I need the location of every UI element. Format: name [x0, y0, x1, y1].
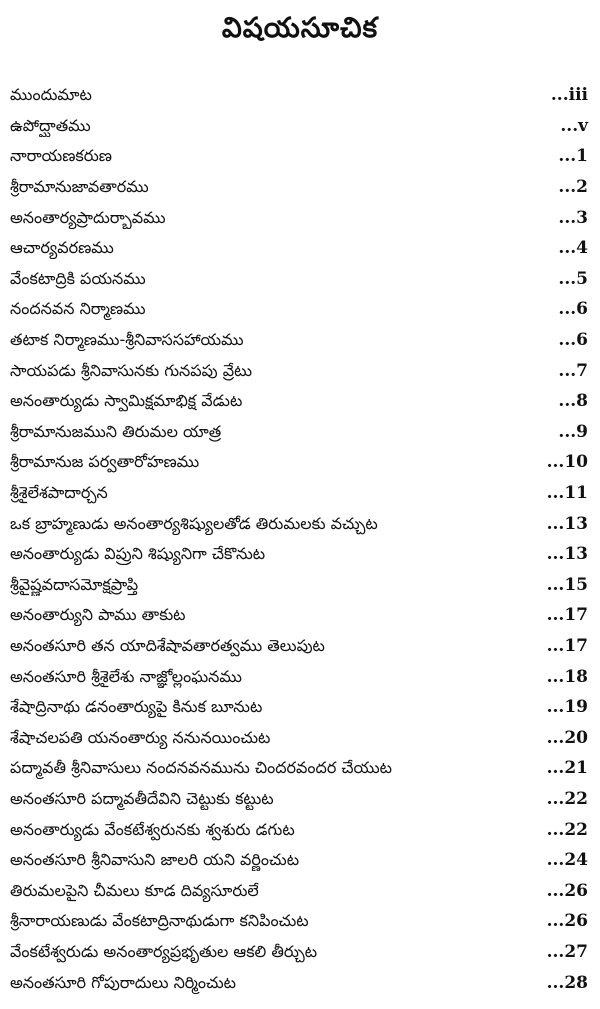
page-title: విషయసూచిక [221, 11, 379, 44]
toc-entry-title: అనంతార్యుని పాము తాకుట [10, 605, 186, 625]
toc-entry [0, 172, 600, 203]
toc-entry-page-number: ...9 [558, 421, 588, 442]
toc-entry [0, 447, 600, 478]
toc-entry [0, 875, 600, 906]
toc-entry [0, 814, 600, 845]
toc-entry-title: ఉపోద్ఘాతము [10, 115, 91, 135]
toc-entry-title: శ్రీరామానుజావతారము [10, 177, 149, 197]
toc-entry-page-number: ...17 [546, 635, 588, 656]
toc-entry [0, 386, 600, 417]
toc-entry-page-number: ...7 [558, 360, 588, 381]
toc-entry-page-number: ...11 [546, 483, 588, 504]
toc-entry-page-number: ...20 [546, 727, 588, 748]
toc-entry-page-number: ...6 [558, 330, 588, 351]
toc-entry [0, 111, 600, 142]
toc-entry-title: అనంతసూరి శ్రీనివాసుని జాలరి యని వర్ణించుట [10, 850, 300, 870]
toc-entry-title: నందనవన నిర్మాణము [10, 299, 146, 319]
toc-entry [0, 80, 600, 111]
toc-entry [0, 722, 600, 753]
toc-entry-page-number: ...5 [558, 268, 588, 289]
toc-entry-page-number: ...6 [558, 299, 588, 320]
toc-entry-title: అనంతార్యుడు వేంకటేశ్వరునకు శ్వశురు డగుట [10, 819, 295, 839]
toc-entry-page-number: ...3 [558, 207, 588, 228]
toc-entry-title: పద్మావతీ శ్రీనివాసులు నందనవనమును చిందరవందర చేయుట [10, 758, 393, 778]
toc-entry-title: శ్రీశైలేశపాదార్చన [10, 483, 108, 503]
toc-entry [0, 202, 600, 233]
toc-entry-page-number: ...8 [558, 391, 588, 412]
table-of-contents [0, 80, 600, 998]
toc-entry-page-number: ...13 [546, 513, 588, 534]
toc-entry [0, 294, 600, 325]
toc-entry [0, 141, 600, 172]
toc-entry-page-number: ...10 [546, 452, 588, 473]
toc-entry-title: శ్రీవైష్ణవదాసమోక్షప్రాప్తి [10, 574, 139, 594]
toc-entry-page-number: ...27 [546, 941, 588, 962]
toc-entry-page-number: ...28 [546, 972, 588, 993]
toc-entry-title: శ్రీనారాయణుడు వేంకటాద్రినాథుడుగా కనిపించుట [10, 911, 309, 931]
toc-entry-title: అనంతసూరి తన యాదిశేషావతారత్వము తెలుపుట [10, 635, 325, 655]
toc-entry-title: వేంకటాద్రికి పయనము [10, 268, 146, 288]
toc-entry-page-number: ...22 [546, 788, 588, 809]
toc-entry [0, 661, 600, 692]
toc-entry-title: నారాయణకరుణ [10, 146, 113, 166]
toc-entry-page-number: ...v [560, 115, 588, 136]
toc-entry-page-number: ...26 [546, 911, 588, 932]
toc-entry [0, 233, 600, 264]
toc-entry [0, 355, 600, 386]
toc-entry [0, 539, 600, 570]
toc-entry [0, 508, 600, 539]
toc-entry-page-number: ...4 [558, 238, 588, 259]
toc-entry-page-number: ...26 [546, 880, 588, 901]
toc-entry [0, 906, 600, 937]
toc-entry-title: అనంతసూరి గోపురాదులు నిర్మించుట [10, 972, 237, 992]
toc-entry-title: వేంకటేశ్వరుడు అనంతార్యప్రభృతుల ఆకలి తీర్చుట [10, 941, 318, 961]
toc-entry [0, 600, 600, 631]
toc-entry-page-number: ...17 [546, 605, 588, 626]
toc-entry [0, 692, 600, 723]
toc-entry-title: ముందుమాట [10, 85, 92, 105]
toc-entry-page-number: ...2 [558, 177, 588, 198]
toc-entry-title: ఆచార్యవరణము [10, 238, 114, 258]
toc-entry [0, 937, 600, 968]
toc-entry-page-number: ...iii [550, 85, 588, 106]
toc-entry [0, 570, 600, 601]
toc-entry-page-number: ...13 [546, 544, 588, 565]
toc-entry [0, 967, 600, 998]
toc-entry-page-number: ...21 [546, 758, 588, 779]
toc-entry-title: శ్రీరామానుజముని తిరుమల యాత్ర [10, 421, 222, 441]
toc-entry-page-number: ...24 [546, 850, 588, 871]
toc-entry-title: అనంతసూరి శ్రీశైలేశు నాజ్ఞోల్లంఘనము [10, 666, 242, 686]
toc-entry [0, 784, 600, 815]
toc-entry-title: అనంతార్యప్రాదుర్భావము [10, 207, 166, 227]
toc-entry [0, 478, 600, 509]
toc-entry-title: తటాక నిర్మాణము-శ్రీనివాససహాయము [10, 330, 244, 350]
toc-entry-title: అనంతార్యుడు విప్రుని శిష్యునిగా చేకొనుట [10, 544, 266, 564]
toc-entry-title: తిరుమలపైని చీమలు కూడ దివ్యసూరులే [10, 880, 259, 900]
toc-entry-page-number: ...19 [546, 697, 588, 718]
toc-entry-title: అనంతసూరి పద్మావతీదేవిని చెట్టుకు కట్టుట [10, 788, 274, 808]
toc-entry [0, 845, 600, 876]
toc-entry-title: శేషాద్రినాథు డనంతార్యుపై కినుక బూనుట [10, 697, 263, 717]
toc-entry-page-number: ...18 [546, 666, 588, 687]
toc-entry-page-number: ...15 [546, 574, 588, 595]
toc-entry-title: సాయపడు శ్రీనివాసునకు గునపపు వ్రేటు [10, 360, 252, 380]
toc-entry-title: ఒక బ్రాహ్మణుడు అనంతార్యశిష్యులతోడ తిరుమలకు వచ్చుట [10, 513, 378, 533]
toc-entry-title: శ్రీరామానుజ పర్వతారోహణము [10, 452, 200, 472]
toc-entry [0, 417, 600, 448]
toc-entry [0, 753, 600, 784]
toc-entry-title: అనంతార్యుడు స్వామిక్షమాభిక్ష వేడుట [10, 391, 243, 411]
toc-entry-title: శేషాచలపతి యనంతార్యు ననునయించుట [10, 727, 271, 747]
toc-entry-page-number: ...1 [558, 146, 588, 167]
toc-entry [0, 325, 600, 356]
toc-entry-page-number: ...22 [546, 819, 588, 840]
toc-entry [0, 631, 600, 662]
toc-entry [0, 264, 600, 295]
